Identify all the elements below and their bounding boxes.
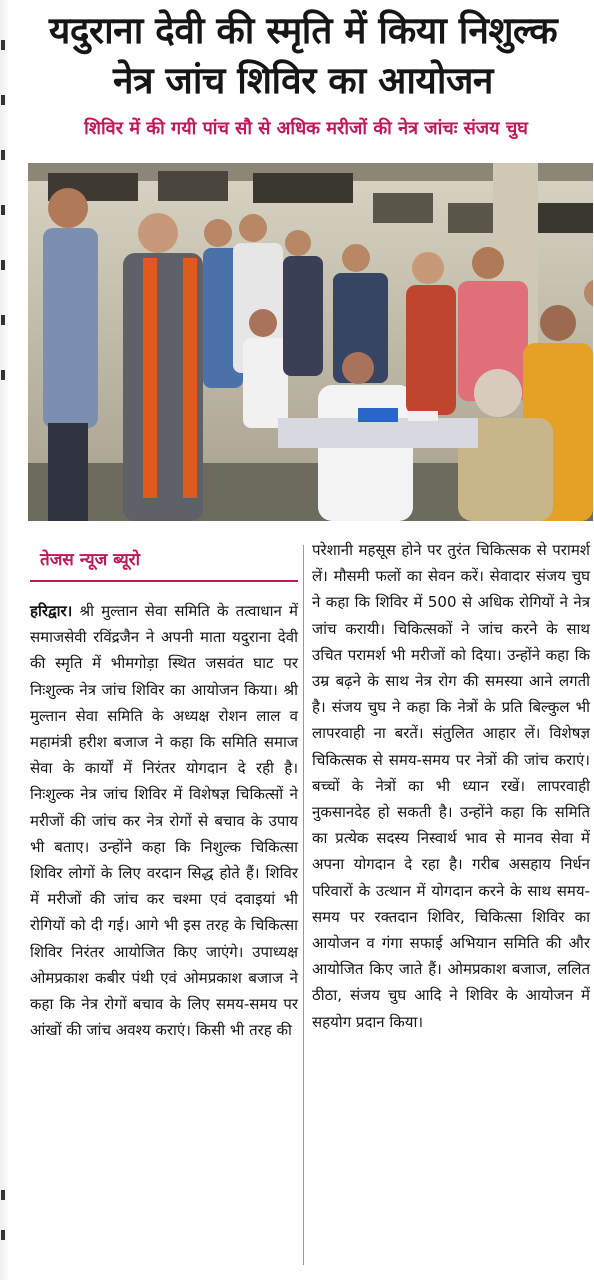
article-column-right	[312, 537, 590, 1035]
article-column-left	[30, 598, 298, 1043]
photo-icon	[28, 163, 593, 521]
article-body-right: परेशानी महसूस होने पर तुरंत चिकित्सक से परामर्श लें। मौसमी फलों का सेवन करें। सेवादार संजय चुघ ने कहा कि शिविर में 500 से अधिक रोगियों ने नेत्र जांच करायी। चिकित्सकों ने जांच करने के साथ उचित परामर्श भी मरीजों को दिया। उन्होंने कहा कि उम्र बढ़ने के साथ नेत्र रोग की समस्या आने लगती है। संजय चुघ ने कहा कि नेत्रों के प्रति बिल्कुल भी लापरवाही ना बरतें। संतुलित आहार लें। विशेषज्ञ चिकित्सक से समय-समय पर नेत्रों की जांच कराएं। बच्चों के नेत्रों का भी ध्यान रखें। लापरवाही नुकसानदेह हो सकती है। उन्होंने कहा कि समिति का प्रत्येक सदस्य निस्वार्थ भाव से मानव सेवा में अपना योगदान दे रहा है। गरीब असहाय निर्धन परिवारों के उत्थान में योगदान करने के साथ समय-समय पर रक्तदान शिविर, चिकित्सा शिविर का आयोजन व गंगा सफाई अभियान समिति की और आयोजित किए जाते हैं। ओमप्रकाश बजाज, ललित ठीठा, संजय चुघ आदि ने शिविर के आयोजन में सहयोग प्रदान किया।	[312, 541, 590, 1031]
page-edge	[0, 0, 8, 1280]
news-photo	[28, 163, 593, 521]
article-body-left: श्री मुल्तान सेवा समिति के तत्वाधान में समाजसेवी रविंद्रजैन ने अपनी माता यदुराना देवी की स्मृति में भीमगोड़ा स्थित जसवंत घाट पर निःशुल्क नेत्र जांच शिविर का आयोजन किया। श्री मुल्तान सेवा समिति के अध्यक्ष रोशन लाल व महामंत्री हरीश बजाज ने कहा कि समिति समाज सेवा के कार्यों में निरंतर योगदान दे रही है। निःशुल्क नेत्र जांच शिविर में विशेषज्ञ चिकित्सों ने मरीजों की जांच कर नेत्र रोगों से बचाव के उपाय भी बताए। उन्होंने कहा कि निशुल्क चिकित्सा शिविर लोगों के लिए वरदान सिद्ध होते हैं। शिविर में मरीजों की जांच कर चश्मा एवं दवाइयां भी रोगियों को दी गई। आगे भी इस तरह के चिकित्सा शिविर निरंतर आयोजित किए जाएंगे। उपाध्यक्ष ओमप्रकाश कबीर पंथी एवं ओमप्रकाश बजाज ने कहा कि नेत्र रोगों बचाव के लिए समय-समय पर आंखों की जांच अवश्य कराएं। किसी भी तरह की	[30, 602, 298, 1040]
subheadline: शिविर में की गयी पांच सौ से अधिक मरीजों की नेत्र जांचः संजय चुघ	[84, 118, 528, 139]
headline-line-2: नेत्र जांच शिविर का आयोजन	[113, 59, 493, 102]
byline-rule	[30, 580, 298, 582]
byline: तेजस न्यूज ब्यूरो	[40, 550, 141, 570]
headline	[18, 6, 588, 106]
column-divider	[303, 545, 304, 1265]
dateline: हरिद्वार।	[30, 602, 73, 620]
headline-line-1: यदुराना देवी की स्मृति में किया निशुल्क	[48, 9, 558, 52]
